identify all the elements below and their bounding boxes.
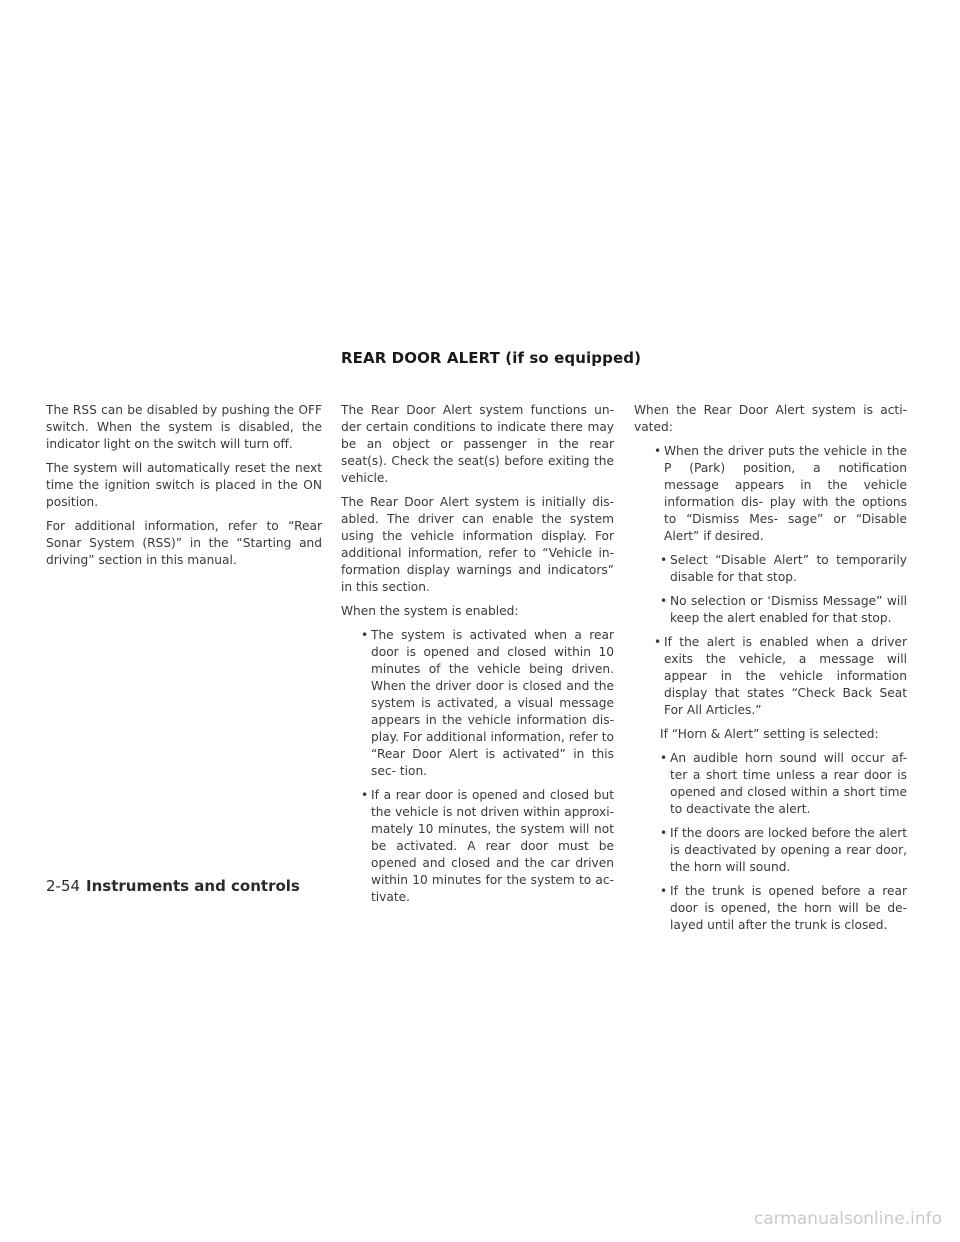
- paragraph: The system will automatically reset the next time the ignition switch is placed in the ON position.: [46, 461, 322, 509]
- paragraph: The Rear Door Alert system is initially dis- abled. The driver can enable the system using the vehicle information display. For additional information, refer to “Vehicle in- formation display warnings and indicators” in this section.: [341, 495, 614, 594]
- column-1: [46, 402, 322, 576]
- sub-bullet-item: • If the doors are locked before the alert is deactivated by opening a rear door, the horn will sound.: [634, 825, 907, 876]
- section-title: REAR DOOR ALERT (if so equipped): [341, 349, 642, 367]
- watermark: carmanualsonline.info: [753, 1209, 942, 1229]
- paragraph: The Rear Door Alert system functions un- der certain conditions to indicate there may be an object or passenger in the rear seat(s). Check the seat(s) before exiting the vehicle.: [341, 403, 614, 485]
- bullet-item: • If a rear door is opened and closed but the vehicle is not driven within approxi- mately 10 minutes, the system will not be activated. A rear door must be opened and closed and the car driven within 10 minutes for the system to ac- tivate.: [341, 787, 614, 906]
- sub-bullet-item: • If the trunk is opened before a rear door is opened, the horn will be de- layed until after the trunk is closed.: [634, 883, 907, 934]
- setting-note: If “Horn & Alert” setting is selected:: [660, 727, 879, 741]
- footer-section-name: Instruments and controls: [86, 877, 300, 895]
- sub-bullet-item: • No selection or ‘Dismiss Message” will keep the alert enabled for that stop.: [634, 593, 907, 627]
- sub-bullet-item: • Select “Disable Alert” to temporarily disable for that stop.: [634, 552, 907, 586]
- paragraph: When the Rear Door Alert system is acti- vated:: [634, 403, 907, 434]
- paragraph: When the system is enabled:: [341, 604, 519, 618]
- column-3: [634, 402, 907, 941]
- bullet-item: • When the driver puts the vehicle in the P (Park) position, a notification message appears in the vehicle information dis- play with the options to “Dismiss Mes- sage” or “Disable Alert” if desired.: [634, 443, 907, 545]
- sub-bullet-item: • An audible horn sound will occur af- ter a short time unless a rear door is opened and closed within a short time to deactivate the alert.: [634, 750, 907, 818]
- paragraph: The RSS can be disabled by pushing the OFF switch. When the system is disabled, the indicator light on the switch will turn off.: [46, 403, 322, 451]
- page-number: 2-54: [46, 877, 81, 895]
- page-footer: [46, 877, 300, 895]
- column-2: [341, 402, 614, 913]
- paragraph: For additional information, refer to “Rear Sonar System (RSS)” in the “Starting and driving” section in this manual.: [46, 519, 322, 567]
- bullet-item: • If the alert is enabled when a driver exits the vehicle, a message will appear in the vehicle information display that states “Check Back Seat For All Articles.”: [634, 634, 907, 719]
- bullet-item: • The system is activated when a rear door is opened and closed within 10 minutes of the vehicle being driven. When the driver door is closed and the system is activated, a visual message appears in the vehicle information dis- play. For additional information, refer to “Rear Door Alert is activated” in this sec- tion.: [341, 627, 614, 780]
